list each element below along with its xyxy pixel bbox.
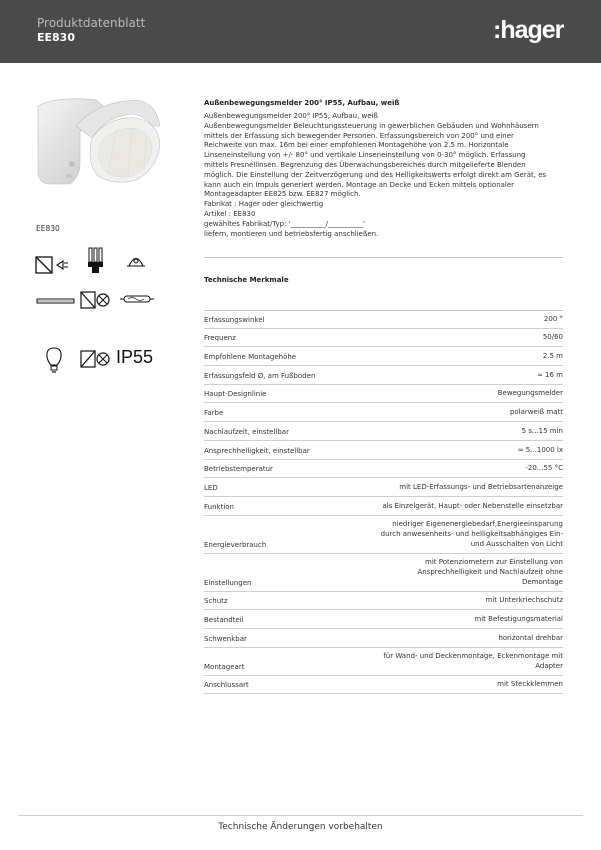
row-label: Farbe bbox=[204, 409, 224, 418]
row-value-line: mit Steckklemmen bbox=[497, 680, 563, 689]
row-value bbox=[537, 370, 563, 380]
description-line: kann auch ein Impuls generiert werden. Montage an Decke und Ecken mittels optionaler bbox=[204, 180, 515, 189]
row-value bbox=[497, 679, 563, 689]
row-value bbox=[474, 614, 563, 624]
description-line: Reichweite von max. 16m bei einer empfohlenen Montagehöhe von 2.5 m. Horizontale bbox=[204, 141, 509, 150]
product-description bbox=[204, 112, 562, 239]
table-row bbox=[204, 441, 563, 460]
row-value-line: und Ausschalten von Licht bbox=[470, 539, 563, 548]
table-row bbox=[204, 366, 563, 385]
row-label: Anschlussart bbox=[204, 681, 249, 690]
description-line: gewähltes Fabrikat/Typ: '__________/__________' bbox=[204, 219, 365, 228]
row-value-line: mit Unterkriechschutz bbox=[485, 596, 563, 605]
table-row bbox=[204, 676, 563, 695]
row-value-line: Ansprechhelligkeit und Nachlaufzeit ohne bbox=[417, 567, 563, 576]
row-value bbox=[518, 445, 563, 455]
table-row bbox=[204, 610, 563, 629]
description-line: Linseneinstellung von +/- 80° und vertikale Linseneinstellung von 0-30° möglich. Erfassung bbox=[204, 151, 526, 160]
motion-sensor-symbol-icon bbox=[35, 255, 69, 277]
row-value bbox=[498, 388, 563, 398]
description-line: möglich. Die Einstellung der Zeitverzögerung und des Helligkeitswerts erfolgt direkt am Gerät, es bbox=[204, 170, 547, 179]
description-line: Außenbewegungsmelder 200° IP55, Aufbau, weiß bbox=[204, 112, 378, 120]
table-row bbox=[204, 329, 563, 348]
description-line: Artikel : EE830 bbox=[204, 209, 256, 218]
row-value-line: -20...55 °C bbox=[525, 464, 563, 473]
row-label: Schwenkbar bbox=[204, 634, 247, 643]
footer-note: Technische Änderungen vorbehalten bbox=[218, 822, 383, 832]
article-number: EE830 bbox=[37, 31, 75, 44]
table-row bbox=[204, 385, 563, 404]
energy-saving-lamp-icon bbox=[86, 247, 104, 275]
description-line: Außenbewegungsmelder Beleuchtungssteuerung in gewerblichen Gebäuden und Wohnhäusern bbox=[204, 121, 539, 130]
row-value bbox=[381, 519, 563, 549]
row-value-line: 200 ° bbox=[543, 314, 563, 323]
row-value-line: Demontage bbox=[521, 577, 563, 586]
row-value bbox=[417, 557, 563, 587]
incandescent-bulb-icon bbox=[45, 347, 63, 375]
product-title: Außenbewegungsmelder 200° IP55, Aufbau, weiß bbox=[204, 99, 400, 107]
row-value-line: ≈ 16 m bbox=[536, 370, 563, 379]
row-label: LED bbox=[204, 483, 218, 492]
row-value-line: mit Befestigungsmaterial bbox=[474, 614, 563, 623]
header-bar bbox=[0, 0, 601, 63]
description-line: liefern, montieren und betriebsfertig anschließen. bbox=[204, 229, 379, 238]
motion-detector-image bbox=[36, 96, 166, 191]
row-label: Einstellungen bbox=[204, 578, 252, 587]
doc-type-label: Produktdatenblatt bbox=[37, 16, 146, 30]
row-label: Betriebstemperatur bbox=[204, 465, 273, 474]
row-label: Ansprechhelligkeit, einstellbar bbox=[204, 446, 310, 455]
hager-logo: :hager bbox=[493, 16, 564, 44]
row-value bbox=[544, 314, 563, 324]
row-value-line: 2.5 m bbox=[542, 352, 563, 361]
row-value-line: für Wand- und Deckenmontage, Eckenmontage mit bbox=[383, 651, 563, 660]
row-value bbox=[510, 407, 563, 417]
row-label: Haupt-Designlinie bbox=[204, 390, 267, 399]
row-label: Erfassungsfeld Ø, am Fußboden bbox=[204, 371, 316, 380]
table-row bbox=[204, 648, 563, 676]
electronic-transformer-icon bbox=[80, 349, 112, 369]
row-value bbox=[525, 463, 563, 473]
row-value bbox=[498, 633, 563, 643]
tech-specs-table bbox=[204, 310, 563, 694]
row-value bbox=[522, 426, 563, 436]
table-row bbox=[204, 592, 563, 611]
row-label: Energieverbrauch bbox=[204, 540, 267, 549]
halogen-reflector-icon bbox=[124, 251, 148, 271]
table-row bbox=[204, 478, 563, 497]
table-row bbox=[204, 310, 563, 329]
product-image-caption: EE830 bbox=[36, 224, 60, 233]
row-value-line: mit Potenziometern zur Einstellung von bbox=[425, 557, 563, 566]
table-row bbox=[204, 403, 563, 422]
row-label: Funktion bbox=[204, 502, 234, 511]
row-value bbox=[383, 651, 563, 671]
row-label: Erfassungswinkel bbox=[204, 315, 265, 324]
footer-divider bbox=[18, 815, 583, 816]
table-row bbox=[204, 497, 563, 516]
tech-heading: Technische Merkmale bbox=[204, 276, 289, 284]
ip-rating-badge: IP55 bbox=[116, 347, 154, 367]
description-line: mittels Fresnellinsen. Begrenzung des Überwachungsbereiches durch mitgelieferte Blenden bbox=[204, 160, 526, 169]
row-value bbox=[543, 351, 563, 361]
transformer-symbol-icon bbox=[80, 291, 112, 309]
table-row bbox=[204, 516, 563, 554]
table-row bbox=[204, 460, 563, 479]
row-label: Montageart bbox=[204, 662, 245, 671]
row-value-line: Adapter bbox=[535, 661, 563, 670]
row-value-line: als Einzelgerät, Haupt- oder Nebenstelle einsetzbar bbox=[382, 501, 563, 510]
row-value bbox=[486, 595, 563, 605]
row-value bbox=[382, 501, 563, 511]
table-row bbox=[204, 422, 563, 441]
row-value-line: polarweiß matt bbox=[509, 408, 563, 417]
row-value-line: 5 s...15 min bbox=[521, 426, 563, 435]
description-line: mittels der Erfassung sich bewegender Personen. Erfassungsbereich von 200° und einer bbox=[204, 131, 514, 140]
halogen-rod-lamp-icon bbox=[120, 293, 154, 305]
row-value-line: durch anwesenheits- und helligkeitsabhängiges Ein- bbox=[380, 529, 563, 538]
row-value-line: mit LED-Erfassungs- und Betriebsartenanzeige bbox=[399, 482, 563, 491]
row-value-line: niedriger Eigenenergiebedarf,Energieeinsparung bbox=[392, 519, 563, 528]
fluorescent-tube-icon bbox=[36, 296, 76, 306]
row-label: Nachlaufzeit, einstellbar bbox=[204, 427, 289, 436]
row-value-line: 50/60 bbox=[542, 333, 563, 342]
row-value-line: horizontal drehbar bbox=[498, 633, 563, 642]
row-label: Bestandteil bbox=[204, 615, 244, 624]
row-value bbox=[399, 482, 563, 492]
divider bbox=[204, 257, 563, 258]
description-line: Montageadapter EE825 bzw. EE827 möglich. bbox=[204, 190, 361, 199]
row-value-line: Bewegungsmelder bbox=[497, 389, 563, 398]
table-row bbox=[204, 554, 563, 592]
description-line: Fabrikat : Hager oder gleichwertig bbox=[204, 200, 324, 209]
row-value-line: ≈ 5...1000 lx bbox=[517, 445, 563, 454]
row-label: Empfohlene Montagehöhe bbox=[204, 353, 297, 362]
row-value bbox=[543, 332, 563, 342]
table-row bbox=[204, 347, 563, 366]
row-label: Frequenz bbox=[204, 334, 236, 343]
table-row bbox=[204, 629, 563, 648]
row-label: Schutz bbox=[204, 597, 228, 606]
